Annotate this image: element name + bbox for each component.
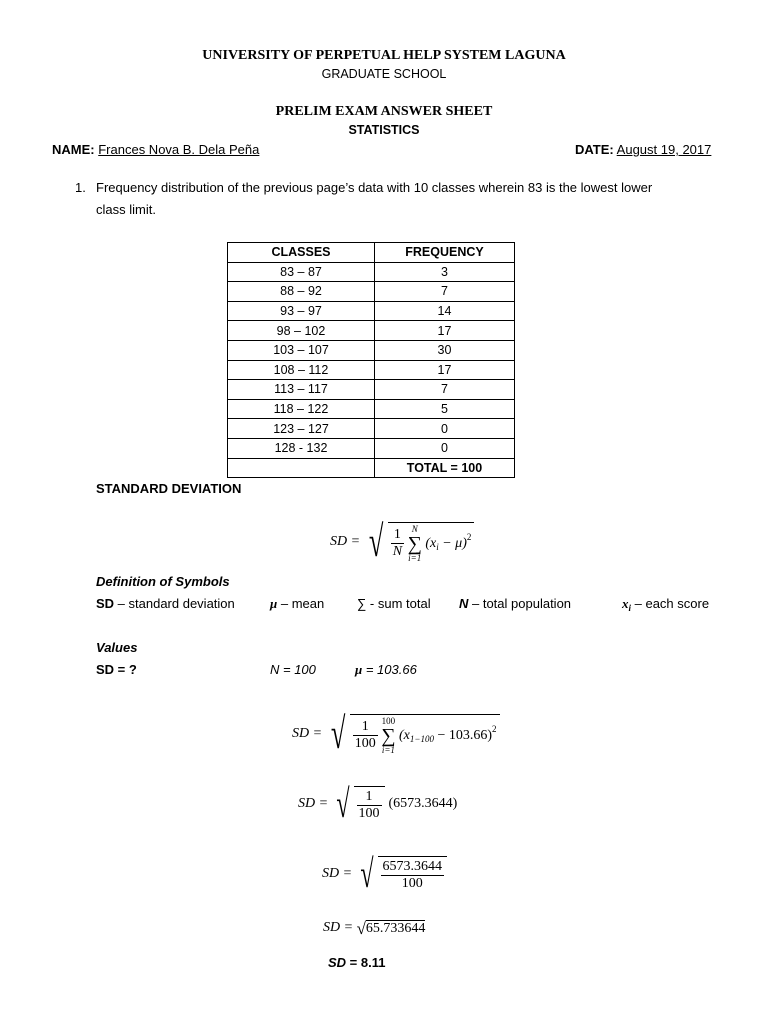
frequency-cell: 0 [375, 419, 515, 439]
question-number: 1. [75, 180, 86, 195]
question-line-2: class limit. [96, 202, 156, 217]
document-title: PRELIM EXAM ANSWER SHEET [275, 104, 493, 119]
fraction-denominator: N [392, 544, 403, 559]
table-row [228, 262, 515, 282]
formula-lhs: SD = [323, 920, 354, 935]
frequency-cell: 30 [375, 340, 515, 360]
empty-cell [228, 458, 375, 478]
table-header-row [228, 243, 515, 263]
definition-n [459, 596, 571, 611]
fraction-numerator: 1 [391, 527, 404, 544]
total-cell: TOTAL = 100 [375, 458, 515, 478]
table-row [228, 340, 515, 360]
formula-subscript: i [436, 541, 439, 552]
frequency-cell: 17 [375, 321, 515, 341]
formula-exponent: 2 [492, 723, 497, 734]
header-frequency: FREQUENCY [375, 243, 515, 263]
symbol-mu: μ [270, 596, 278, 611]
fraction [381, 859, 445, 892]
sd-formula-step-3 [298, 778, 457, 830]
sum-upper: 100 [381, 715, 396, 726]
radical-icon: √ [368, 517, 383, 566]
radicand [388, 522, 475, 563]
table-total-row [228, 458, 515, 478]
definition-text: – standard deviation [114, 596, 235, 611]
values-heading: Values [96, 640, 138, 655]
name-label: NAME: [52, 142, 95, 157]
table-row [228, 321, 515, 341]
table-row [228, 360, 515, 380]
class-cell: 98 – 102 [228, 321, 375, 341]
class-cell: 113 – 117 [228, 380, 375, 400]
radicand-value: 65.733644 [365, 920, 426, 936]
definition-sum [357, 596, 431, 611]
frequency-cell: 7 [375, 380, 515, 400]
table-row [228, 438, 515, 458]
formula-lhs: SD = [298, 796, 329, 811]
definition-text: – total population [468, 596, 572, 611]
radicand [378, 856, 448, 892]
sd-result [328, 955, 385, 970]
date-line [575, 142, 711, 157]
class-cell: 83 – 87 [228, 262, 375, 282]
subject-title: STATISTICS [348, 123, 420, 137]
sd-heading: STANDARD DEVIATION [96, 481, 242, 496]
radicand [350, 714, 500, 755]
sum-lower: i=1 [408, 552, 422, 563]
sd-formula-general [330, 512, 474, 572]
fraction-numerator: 1 [353, 719, 378, 736]
formula-lhs: SD = [330, 534, 361, 549]
result-label: SD [328, 955, 347, 970]
formula-exponent: 2 [466, 531, 472, 542]
table-row [228, 282, 515, 302]
frequency-cell: 7 [375, 282, 515, 302]
symbol-n: N [459, 596, 469, 611]
value-n [270, 662, 316, 677]
definitions-heading: Definition of Symbols [96, 574, 230, 589]
definition-xi [622, 596, 709, 613]
summation-icon: N ∑ i=1 [407, 523, 422, 563]
fraction-denominator: 100 [354, 736, 376, 751]
definition-mu [270, 596, 324, 612]
class-cell: 128 - 132 [228, 438, 375, 458]
definition-text: – each score [631, 596, 710, 611]
class-cell: 88 – 92 [228, 282, 375, 302]
radical-icon: √ [359, 851, 374, 896]
university-name: UNIVERSITY OF PERPETUAL HELP SYSTEM LAGUNA [202, 48, 566, 63]
table-row [228, 399, 515, 419]
date-value: August 19, 2017 [616, 142, 712, 157]
name-line [52, 142, 259, 157]
radicand [354, 786, 385, 822]
radical-icon: √ [335, 781, 350, 826]
question-line-1: Frequency distribution of the previous page’s data with 10 classes wherein 83 is the lowest lower [96, 180, 653, 195]
fraction [353, 719, 378, 752]
frequency-cell: 17 [375, 360, 515, 380]
fraction-denominator: 100 [358, 806, 380, 821]
formula-subscript: 1−100 [409, 733, 434, 744]
value-sd: SD = ? [96, 662, 137, 677]
fraction [391, 527, 404, 560]
frequency-cell: 0 [375, 438, 515, 458]
formula-term-rest: − μ) [438, 535, 467, 551]
school-name: GRADUATE SCHOOL [321, 67, 447, 81]
definition-text: - sum total [366, 596, 431, 611]
formula-term: (x [398, 727, 410, 743]
symbol-sum: ∑ [357, 596, 367, 611]
result-value: = 8.11 [346, 955, 386, 970]
header-classes: CLASSES [228, 243, 375, 263]
symbol-mu: μ [355, 662, 363, 677]
formula-lhs: SD = [322, 866, 353, 881]
value-mu-text: = 103.66 [362, 662, 417, 677]
sum-lower: i=1 [381, 744, 395, 755]
definition-sd [96, 596, 235, 611]
fraction-numerator: 6573.3644 [382, 859, 443, 874]
frequency-cell: 3 [375, 262, 515, 282]
fraction-denominator: 100 [401, 876, 423, 891]
sd-formula-step-5 [323, 916, 425, 940]
fraction [357, 789, 382, 822]
table-row [228, 301, 515, 321]
formula-term: (6573.3644) [388, 796, 458, 811]
class-cell: 103 – 107 [228, 340, 375, 360]
frequency-cell: 5 [375, 399, 515, 419]
class-cell: 93 – 97 [228, 301, 375, 321]
fraction-numerator: 1 [357, 789, 382, 806]
date-label: DATE: [575, 142, 614, 157]
formula-term: (x [425, 535, 437, 551]
class-cell: 123 – 127 [228, 419, 375, 439]
table-row [228, 380, 515, 400]
symbol-sd: SD [96, 596, 115, 611]
class-cell: 118 – 122 [228, 399, 375, 419]
symbol-x: x [622, 596, 629, 611]
sd-formula-substituted [292, 704, 500, 764]
class-cell: 108 – 112 [228, 360, 375, 380]
sd-formula-step-4 [322, 848, 447, 900]
symbol-x-subscript: i [628, 603, 632, 613]
table-row [228, 419, 515, 439]
sum-upper: N [411, 523, 418, 534]
summation-icon: 100 ∑ i=1 [381, 715, 396, 755]
name-value: Frances Nova B. Dela Peña [98, 142, 260, 157]
radical-icon: √ [330, 709, 345, 758]
formula-lhs: SD = [292, 726, 323, 741]
definition-text: – mean [277, 596, 325, 611]
frequency-cell: 14 [375, 301, 515, 321]
radical-icon: √ [356, 918, 366, 938]
formula-term-rest: − 103.66) [433, 727, 493, 743]
value-mu [355, 662, 417, 678]
value-n-text: N = 100 [270, 662, 316, 677]
frequency-table [227, 242, 515, 478]
